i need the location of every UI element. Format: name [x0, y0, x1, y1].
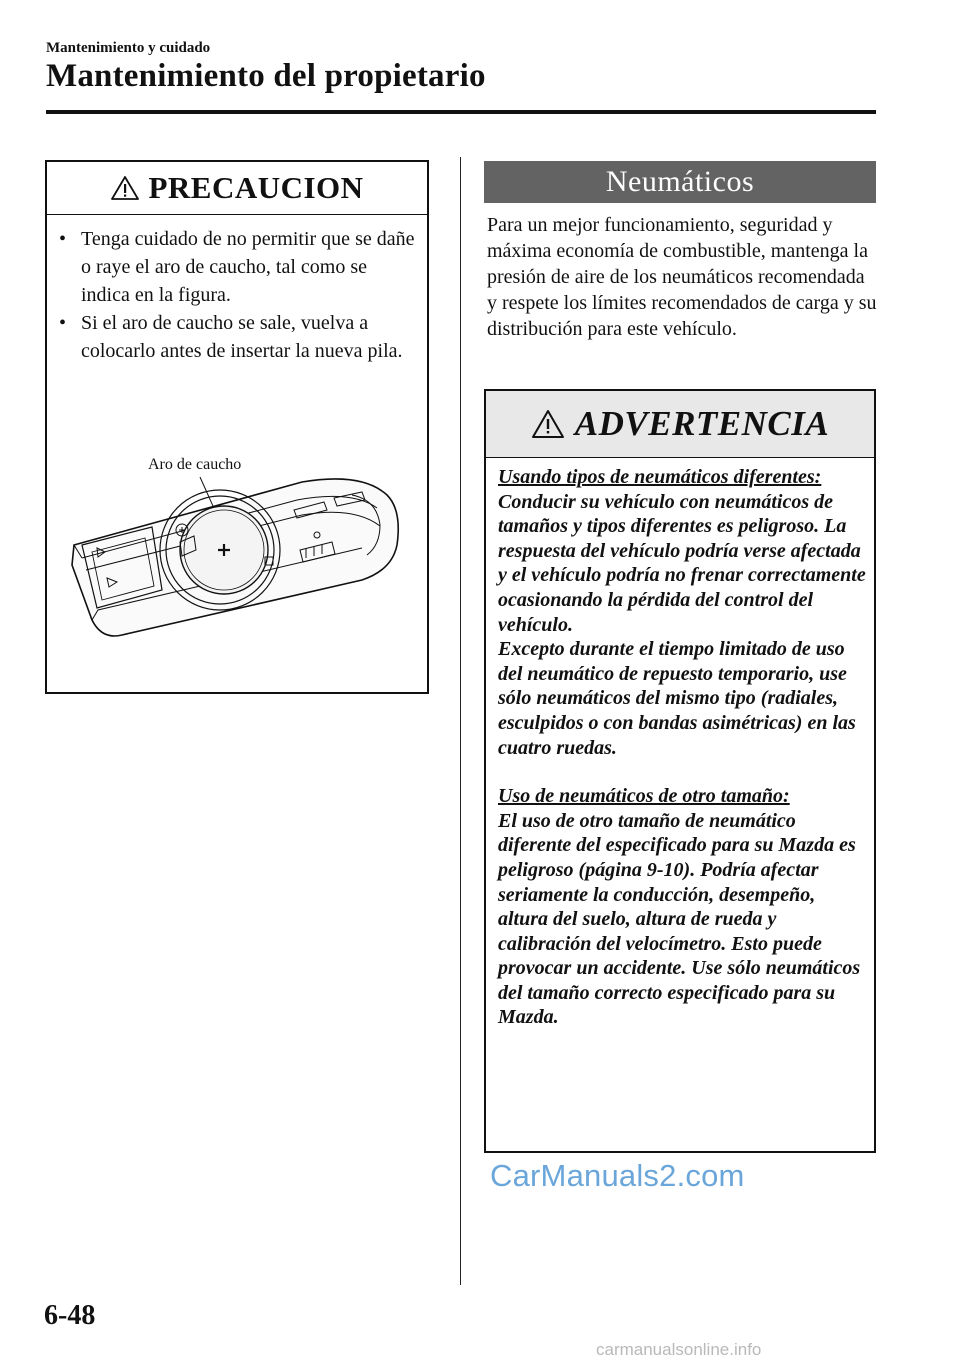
caution-bullet-2 — [59, 309, 419, 365]
caution-header — [47, 162, 427, 215]
tires-heading: Neumáticos — [484, 161, 876, 203]
figure-label: Aro de caucho — [148, 456, 242, 473]
bullet-dot: • — [59, 312, 67, 334]
warning-box — [484, 389, 876, 1153]
page-number: 6-48 — [44, 1300, 96, 1331]
warning-triangle-icon — [531, 409, 565, 439]
title-rule — [46, 110, 876, 114]
column-divider — [460, 157, 461, 1285]
warning-subheading-2: Uso de neumáticos de otro tamaño: — [498, 785, 790, 808]
warning-title: ADVERTENCIA — [574, 404, 830, 443]
warning-body — [498, 465, 868, 1030]
warning-text-1: Conducir su vehículo con neumáticos de tamaños y tipos diferentes es peligroso. La respuesta del vehículo podría verse afectada y el vehículo podría no frenar correctamente ocasionando la pérdida del control del vehículo. — [498, 490, 866, 636]
warning-text-3: El uso de otro tamaño de neumático diferente del especificado para su Mazda es peligroso (página 9-10). Podría afectar seriamente la conducción, desempeño, altura del suelo, altura de rueda y calibración del velocímetro. Esto puede provocar un accidente. Use sólo neumáticos del tamaño correcto especificado para su Mazda. — [498, 809, 861, 1029]
warning-text-2: Excepto durante el tiempo limitado de uso del neumático de repuesto temporario, use sólo neumáticos del mismo tipo (radiales, esculpidos o con bandas asimétricas) en las cuatro ruedas. — [498, 638, 856, 759]
caution-bullet-text: Si el aro de caucho se sale, vuelva a colocarlo antes de insertar la nueva pila. — [81, 312, 403, 362]
watermark-logo: CarManuals2.com — [490, 1158, 745, 1193]
key-battery-figure — [62, 470, 407, 645]
caution-title: PRECAUCION — [148, 170, 364, 205]
tires-paragraph: Para un mejor funcionamiento, seguridad y máxima economía de combustible, mantenga la presión de aire de los neumáticos recomendada y respete los límites recomendados de carga y su distribución para este vehículo. — [487, 214, 877, 340]
warning-triangle-icon — [110, 175, 140, 201]
warning-header — [486, 391, 874, 458]
footer-watermark: carmanualsonline.info — [596, 1340, 762, 1359]
section-label: Mantenimiento y cuidado — [46, 40, 211, 56]
bullet-dot: • — [59, 228, 67, 250]
warning-subheading-1: Usando tipos de neumáticos diferentes: — [498, 466, 822, 488]
caution-bullet-text: Tenga cuidado de no permitir que se dañe o raye el aro de caucho, tal como se indica en la figura. — [81, 228, 415, 306]
page-title: Mantenimiento del propietario — [46, 58, 486, 94]
caution-bullet-1 — [59, 225, 419, 309]
